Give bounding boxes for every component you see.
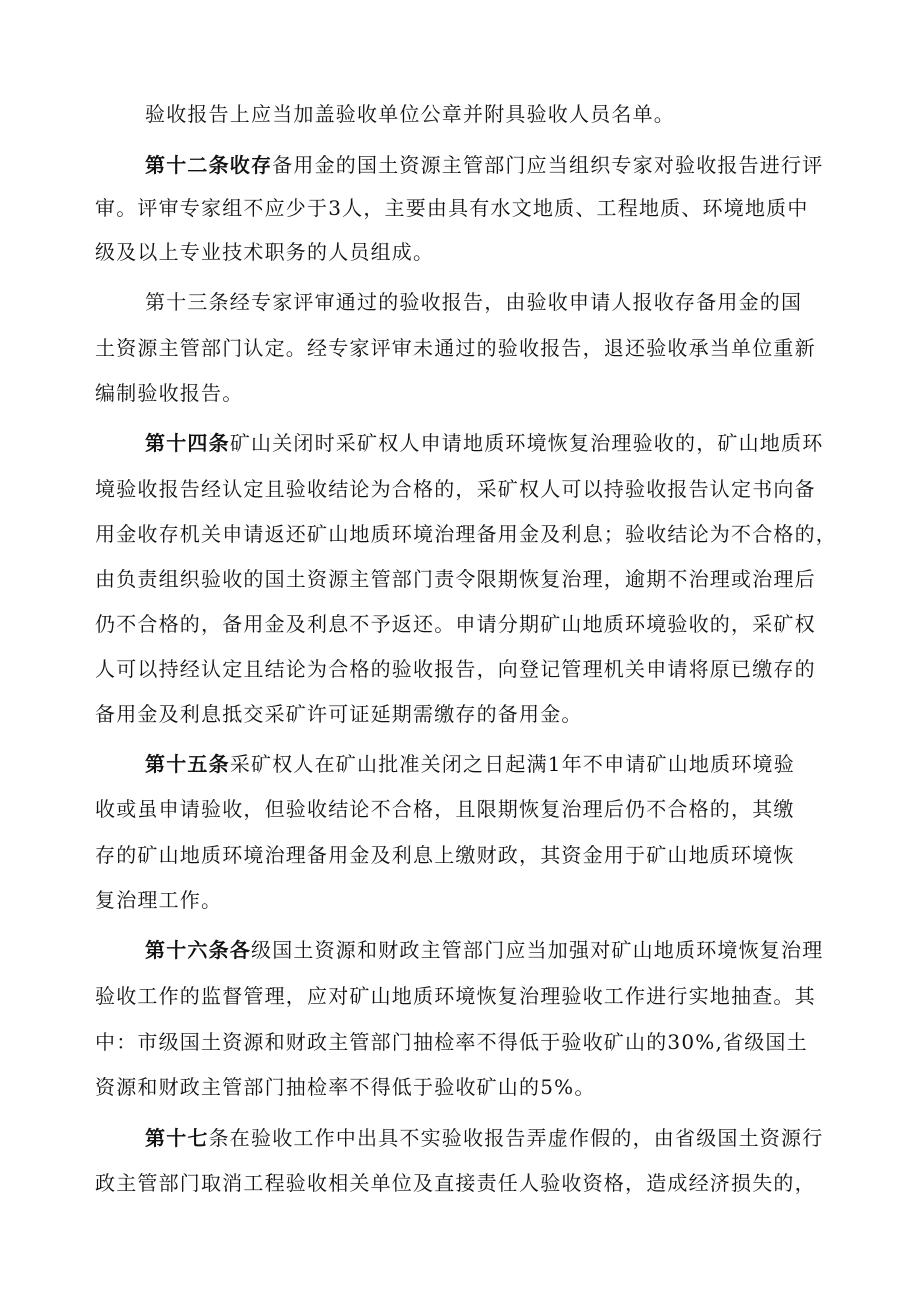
article-heading: 第十二条收存 (145, 153, 273, 177)
line-text: 政主管部门取消工程验收相关单位及直接责任人验收资格，造成经济损失的， (95, 1171, 816, 1195)
line-text: 人可以持经认定且结论为合格的验收报告，向登记管理机关申请将原已缴存的 (95, 657, 816, 681)
article-heading: 第十四条 (145, 431, 230, 455)
text-line (95, 657, 816, 681)
text-line (95, 702, 583, 726)
line-text: 土资源主管部门认定。经专家评审未通过的验收报告，退还验收承当单位重新 (95, 336, 816, 360)
text-line (95, 240, 434, 264)
text-line (95, 843, 795, 867)
line-text: 资源和财政主管部门抽检率不得低于验收矿山的5%。 (95, 1075, 596, 1099)
article-heading: 第十五条 (145, 752, 230, 776)
text-line (95, 1030, 808, 1054)
line-text: 存的矿山地质环境治理备用金及利息上缴财政，其资金用于矿山地质环境恢 (95, 843, 795, 867)
line-text: 级国土资源和财政主管部门应当加强对矿山地质环境恢复治理 (251, 938, 824, 962)
text-line (145, 290, 802, 314)
text-line (95, 196, 809, 220)
text-line (95, 1171, 816, 1195)
line-text: 备用金及利息抵交采矿许可证延期需缴存的备用金。 (95, 702, 583, 726)
line-text: 条在验收工作中出具不实验收报告弄虚作假的，由省级国土资源行 (208, 1126, 824, 1150)
text-line (145, 938, 823, 962)
text-line (95, 797, 795, 821)
line-text: 用金收存机关申请返还矿山地质环境治理备用金及利息；验收结论为不合格的， (95, 522, 837, 546)
text-line (95, 612, 816, 636)
line-text: 中：市级国土资源和财政主管部门抽检率不得低于验收矿山的30%,省级国土 (95, 1030, 808, 1054)
line-text: 收或虽申请验收，但验收结论不合格，且限期恢复治理后仍不合格的，其缴 (95, 797, 795, 821)
text-line (95, 888, 222, 912)
line-text: 仍不合格的，备用金及利息不予返还。申请分期矿山地质环境验收的，采矿权 (95, 612, 816, 636)
article-heading: 第十六条各 (145, 938, 251, 962)
text-line (95, 381, 243, 405)
line-text: 矿山关闭时采矿权人申请地质环境恢复治理验收的，矿山地质环 (229, 431, 824, 455)
line-text: 审。评审专家组不应少于3人，主要由具有水文地质、工程地质、环境地质中 (95, 196, 809, 220)
line-text: 境验收报告经认定且验收结论为合格的，采矿权人可以持验收报告认定书向备 (95, 477, 816, 501)
line-text: 验收工作的监督管理，应对矿山地质环境恢复治理验收工作进行实地抽查。其 (95, 984, 816, 1008)
line-text: 第十三条经专家评审通过的验收报告，由验收申请人报收存备用金的国 (145, 290, 803, 314)
text-line (145, 1126, 823, 1150)
text-line (95, 567, 816, 591)
text-line (95, 477, 816, 501)
text-line (95, 984, 816, 1008)
text-line (145, 102, 675, 126)
text-line (145, 153, 823, 177)
article-heading: 第十七 (145, 1126, 209, 1150)
text-line (145, 752, 795, 776)
line-text: 备用金的国土资源主管部门应当组织专家对验收报告进行评 (272, 153, 824, 177)
line-text: 级及以上专业技术职务的人员组成。 (95, 240, 435, 264)
text-line (95, 1075, 596, 1099)
text-line (95, 522, 837, 546)
text-line (145, 431, 823, 455)
line-text: 采矿权人在矿山批准关闭之日起满1年不申请矿山地质环境验 (229, 752, 795, 776)
line-text: 由负责组织验收的国土资源主管部门责令限期恢复治理，逾期不治理或治理后 (95, 567, 816, 591)
text-line (95, 336, 816, 360)
line-text: 编制验收报告。 (95, 381, 244, 405)
line-text: 验收报告上应当加盖验收单位公章并附具验收人员名单。 (145, 102, 675, 126)
line-text: 复治理工作。 (95, 888, 223, 912)
